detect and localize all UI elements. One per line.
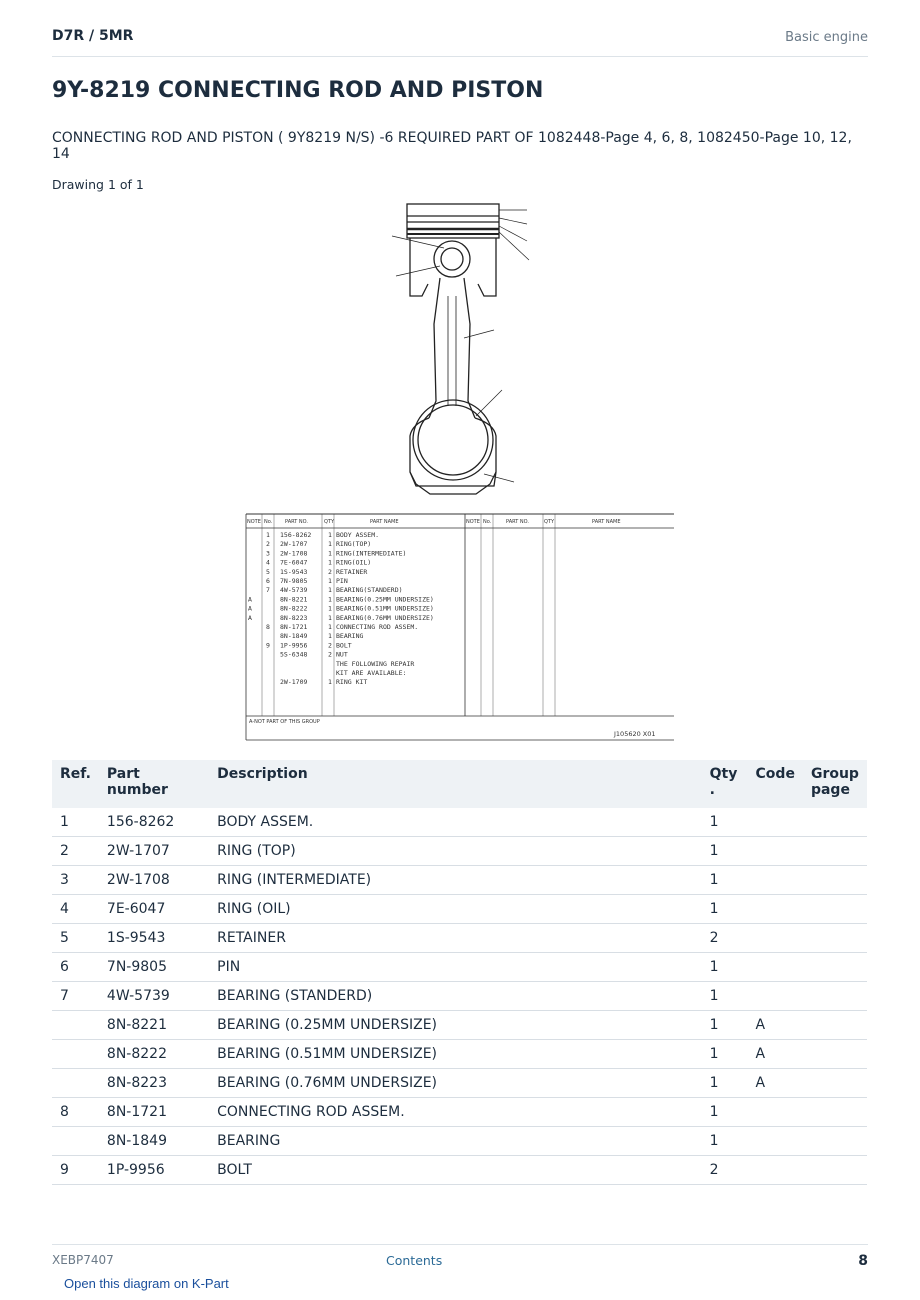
drawing-row-no: 5 bbox=[266, 567, 270, 576]
drawing-footnote: A-NOT PART OF THIS GROUP bbox=[249, 719, 320, 725]
cell-part-number: 7E-6047 bbox=[99, 895, 209, 924]
cell-part-number: 1S-9543 bbox=[99, 924, 209, 953]
cell-description: RETAINER bbox=[209, 924, 701, 953]
cell-group-page bbox=[803, 1040, 867, 1069]
drawing-row-name: NUT bbox=[336, 650, 348, 659]
rod-shaft bbox=[429, 278, 475, 418]
dh-part-2: PART NO. bbox=[506, 519, 529, 525]
model-label: D7R / 5MR bbox=[52, 28, 134, 44]
table-header-row bbox=[52, 760, 867, 808]
cell-qty: 1 bbox=[702, 1040, 748, 1069]
cell-description: RING (OIL) bbox=[209, 895, 701, 924]
cell-group-page bbox=[803, 1127, 867, 1156]
piston-rod-illustration bbox=[392, 204, 529, 494]
page-title: 9Y-8219 CONNECTING ROD AND PISTON bbox=[52, 78, 544, 103]
cell-group-page bbox=[803, 895, 867, 924]
cell-code bbox=[748, 953, 803, 982]
table-row bbox=[52, 953, 867, 982]
cell-group-page bbox=[803, 953, 867, 982]
drawing-code: J105620 X01 bbox=[614, 730, 656, 738]
cell-qty: 1 bbox=[702, 837, 748, 866]
table-row bbox=[52, 808, 867, 837]
cell-qty: 1 bbox=[702, 1098, 748, 1127]
drawing-row-qty: 1 bbox=[328, 558, 332, 567]
drawing-row-part: 2W-1707 bbox=[280, 540, 308, 549]
drawing-row-part: 8N-8221 bbox=[280, 595, 308, 604]
cell-group-page bbox=[803, 1156, 867, 1185]
cell-part-number: 8N-1849 bbox=[99, 1127, 209, 1156]
cell-description: CONNECTING ROD ASSEM. bbox=[209, 1098, 701, 1127]
drawing-row-qty: 1 bbox=[328, 540, 332, 549]
drawing-row-part: 4W-5739 bbox=[280, 586, 308, 595]
cell-qty: 1 bbox=[702, 953, 748, 982]
drawing-row-part: 8N-1849 bbox=[280, 632, 308, 641]
cell-code bbox=[748, 895, 803, 924]
page-number: 8 bbox=[858, 1253, 868, 1269]
drawing-row-note: A bbox=[248, 595, 252, 604]
drawing-row-qty: 1 bbox=[328, 531, 332, 539]
cell-code: A bbox=[748, 1011, 803, 1040]
doc-id: XEBP7407 bbox=[52, 1253, 114, 1267]
cell-code: A bbox=[748, 1040, 803, 1069]
parts-drawing bbox=[244, 196, 676, 744]
cell-group-page bbox=[803, 808, 867, 837]
drawing-col-headers bbox=[247, 519, 621, 525]
section-label: Basic engine bbox=[785, 30, 868, 45]
cell-ref: 3 bbox=[52, 866, 99, 895]
drawing-row-name: RING(TOP) bbox=[336, 540, 372, 549]
cell-group-page bbox=[803, 837, 867, 866]
dh-no: No. bbox=[264, 519, 273, 525]
drawing-row-name: RETAINER bbox=[336, 567, 368, 576]
cell-qty: 2 bbox=[702, 924, 748, 953]
dh-qty-2: QTY bbox=[544, 519, 555, 525]
cell-code bbox=[748, 1156, 803, 1185]
cell-code bbox=[748, 924, 803, 953]
drawing-row-part: 8N-8223 bbox=[280, 613, 308, 622]
drawing-row-name: BEARING bbox=[336, 632, 364, 641]
cell-qty: 1 bbox=[702, 1069, 748, 1098]
drawing-row-qty: 2 bbox=[328, 641, 332, 650]
cell-description: PIN bbox=[209, 953, 701, 982]
drawing-row-no: 2 bbox=[266, 540, 270, 549]
cell-description: BEARING (0.51MM UNDERSIZE) bbox=[209, 1040, 701, 1069]
cell-description: BEARING bbox=[209, 1127, 701, 1156]
cell-qty: 2 bbox=[702, 1156, 748, 1185]
cell-ref: 7 bbox=[52, 982, 99, 1011]
table-row bbox=[52, 866, 867, 895]
table-row bbox=[52, 1156, 867, 1185]
cell-qty: 1 bbox=[702, 808, 748, 837]
col-part-number: Part number bbox=[99, 760, 209, 808]
table-row bbox=[52, 1127, 867, 1156]
dh-part: PART NO. bbox=[285, 519, 308, 525]
cell-part-number: 4W-5739 bbox=[99, 982, 209, 1011]
table-row bbox=[52, 982, 867, 1011]
drawing-row-name: BEARING(STANDERD) bbox=[336, 586, 403, 595]
cell-ref bbox=[52, 1127, 99, 1156]
drawing-row-note: A bbox=[248, 613, 252, 622]
dh-name-2: PART NAME bbox=[592, 519, 621, 525]
drawing-row-qty: 1 bbox=[328, 549, 332, 558]
piston-pin bbox=[434, 241, 470, 277]
drawing-row-name: PIN bbox=[336, 577, 348, 585]
drawing-row-part: 156-8262 bbox=[280, 531, 312, 539]
cell-description: BEARING (0.25MM UNDERSIZE) bbox=[209, 1011, 701, 1040]
drawing-row-qty: 1 bbox=[328, 577, 332, 585]
drawing-row-qty: 2 bbox=[328, 650, 332, 659]
cell-part-number: 156-8262 bbox=[99, 808, 209, 837]
drawing-row-no: 8 bbox=[266, 623, 270, 631]
page-subtitle: CONNECTING ROD AND PISTON ( 9Y8219 N/S) -6 REQUIRED PART OF 1082448-Page 4, 6, 8, 1082450-Page 10, 12, 14 bbox=[52, 130, 852, 162]
cell-code: A bbox=[748, 1069, 803, 1098]
cell-ref: 8 bbox=[52, 1098, 99, 1127]
cell-group-page bbox=[803, 924, 867, 953]
parts-table-body bbox=[52, 808, 867, 1185]
cell-ref bbox=[52, 1069, 99, 1098]
cell-code bbox=[748, 866, 803, 895]
drawing-row-name: CONNECTING ROD ASSEM. bbox=[336, 623, 419, 631]
rod-big-end bbox=[410, 418, 496, 486]
cell-part-number: 8N-8223 bbox=[99, 1069, 209, 1098]
drawing-row-qty: 1 bbox=[328, 678, 332, 687]
cell-description: RING (TOP) bbox=[209, 837, 701, 866]
cell-description: BEARING (STANDERD) bbox=[209, 982, 701, 1011]
table-row bbox=[52, 1040, 867, 1069]
cell-ref bbox=[52, 1040, 99, 1069]
contents-link[interactable]: Contents bbox=[386, 1253, 443, 1268]
cell-code bbox=[748, 837, 803, 866]
drawing-row-name: RING(OIL) bbox=[336, 558, 372, 567]
drawing-row-qty: 1 bbox=[328, 604, 332, 613]
cell-qty: 1 bbox=[702, 1011, 748, 1040]
table-row bbox=[52, 924, 867, 953]
parts-table bbox=[52, 760, 867, 1185]
cell-code bbox=[748, 1127, 803, 1156]
cell-qty: 1 bbox=[702, 866, 748, 895]
dh-no-2: No. bbox=[483, 519, 492, 525]
drawing-row-name: BOLT bbox=[336, 641, 352, 650]
drawing-row-part: 1S-9543 bbox=[280, 567, 308, 576]
cell-group-page bbox=[803, 866, 867, 895]
cell-ref: 2 bbox=[52, 837, 99, 866]
table-row bbox=[52, 1011, 867, 1040]
col-qty: Qty . bbox=[702, 760, 748, 808]
cell-group-page bbox=[803, 1011, 867, 1040]
drawing-row-part: 2W-1708 bbox=[280, 549, 308, 558]
drawing-rows bbox=[248, 531, 434, 686]
cell-ref: 9 bbox=[52, 1156, 99, 1185]
page-header bbox=[52, 28, 868, 57]
cell-description: RING (INTERMEDIATE) bbox=[209, 866, 701, 895]
col-ref: Ref. bbox=[52, 760, 99, 808]
drawing-row-qty: 1 bbox=[328, 595, 332, 604]
cell-ref: 5 bbox=[52, 924, 99, 953]
page-footer bbox=[52, 1244, 868, 1269]
open-kpart-link[interactable]: Open this diagram on K-Part bbox=[64, 1276, 229, 1291]
dh-qty: QTY bbox=[324, 519, 335, 525]
cell-description: BODY ASSEM. bbox=[209, 808, 701, 837]
table-row bbox=[52, 1069, 867, 1098]
cell-group-page bbox=[803, 1098, 867, 1127]
cell-ref: 4 bbox=[52, 895, 99, 924]
cell-part-number: 7N-9805 bbox=[99, 953, 209, 982]
drawing-row-note: A bbox=[248, 604, 252, 613]
cell-part-number: 2W-1707 bbox=[99, 837, 209, 866]
drawing-row-name: BEARING(0.25MM UNDERSIZE) bbox=[336, 595, 434, 604]
drawing-row-no: 3 bbox=[266, 549, 270, 558]
cell-ref bbox=[52, 1011, 99, 1040]
drawing-row-part: 1P-9956 bbox=[280, 641, 308, 650]
dh-note-2: NOTE bbox=[466, 519, 480, 525]
cell-part-number: 8N-8222 bbox=[99, 1040, 209, 1069]
table-row bbox=[52, 837, 867, 866]
drawing-row-part: 5S-6348 bbox=[280, 650, 308, 659]
cell-qty: 1 bbox=[702, 1127, 748, 1156]
cell-code bbox=[748, 1098, 803, 1127]
cell-description: BOLT bbox=[209, 1156, 701, 1185]
drawing-row-qty: 1 bbox=[328, 613, 332, 622]
drawing-row-part: 7E-6047 bbox=[280, 558, 308, 567]
cell-description: BEARING (0.76MM UNDERSIZE) bbox=[209, 1069, 701, 1098]
piston-crown bbox=[407, 204, 499, 238]
col-code: Code bbox=[748, 760, 803, 808]
drawing-label: Drawing 1 of 1 bbox=[52, 177, 144, 192]
drawing-row-part: 8N-1721 bbox=[280, 623, 308, 631]
col-description: Description bbox=[209, 760, 701, 808]
piston-skirt bbox=[410, 238, 496, 296]
drawing-row-no: 9 bbox=[266, 641, 270, 650]
drawing-row-qty: 1 bbox=[328, 632, 332, 641]
drawing-row-name: RING KIT bbox=[336, 678, 368, 687]
drawing-row-part: 2W-1709 bbox=[280, 678, 308, 687]
cell-part-number: 2W-1708 bbox=[99, 866, 209, 895]
table-row bbox=[52, 895, 867, 924]
cell-code bbox=[748, 982, 803, 1011]
cell-group-page bbox=[803, 982, 867, 1011]
drawing-row-qty: 1 bbox=[328, 586, 332, 595]
cell-code bbox=[748, 808, 803, 837]
big-end-bore bbox=[413, 400, 493, 480]
drawing-row-qty: 1 bbox=[328, 623, 332, 631]
cell-group-page bbox=[803, 1069, 867, 1098]
dh-note: NOTE bbox=[247, 519, 261, 525]
cell-part-number: 1P-9956 bbox=[99, 1156, 209, 1185]
drawing-row-name: BODY ASSEM. bbox=[336, 531, 380, 539]
drawing-row-name: THE FOLLOWING REPAIR bbox=[336, 659, 415, 668]
cell-part-number: 8N-1721 bbox=[99, 1098, 209, 1127]
drawing-row-part: 8N-8222 bbox=[280, 604, 308, 613]
drawing-row-qty: 2 bbox=[328, 567, 332, 576]
drawing-parts-list bbox=[246, 514, 674, 740]
parts-drawing-svg bbox=[244, 196, 676, 744]
cell-ref: 6 bbox=[52, 953, 99, 982]
drawing-row-no: 4 bbox=[266, 558, 270, 567]
drawing-row-no: 1 bbox=[266, 531, 270, 539]
dh-name: PART NAME bbox=[370, 519, 399, 525]
cell-ref: 1 bbox=[52, 808, 99, 837]
cell-qty: 1 bbox=[702, 982, 748, 1011]
drawing-row-no: 6 bbox=[266, 577, 270, 585]
drawing-row-part: 7N-9805 bbox=[280, 577, 308, 585]
table-row bbox=[52, 1098, 867, 1127]
drawing-row-name: RING(INTERMEDIATE) bbox=[336, 549, 407, 558]
cell-qty: 1 bbox=[702, 895, 748, 924]
drawing-row-name: KIT ARE AVAILABLE: bbox=[336, 669, 407, 677]
cell-part-number: 8N-8221 bbox=[99, 1011, 209, 1040]
col-group-page: Group page bbox=[803, 760, 867, 808]
drawing-row-name: BEARING(0.76MM UNDERSIZE) bbox=[336, 613, 434, 622]
drawing-row-no: 7 bbox=[266, 586, 270, 595]
drawing-row-name: BEARING(0.51MM UNDERSIZE) bbox=[336, 604, 434, 613]
